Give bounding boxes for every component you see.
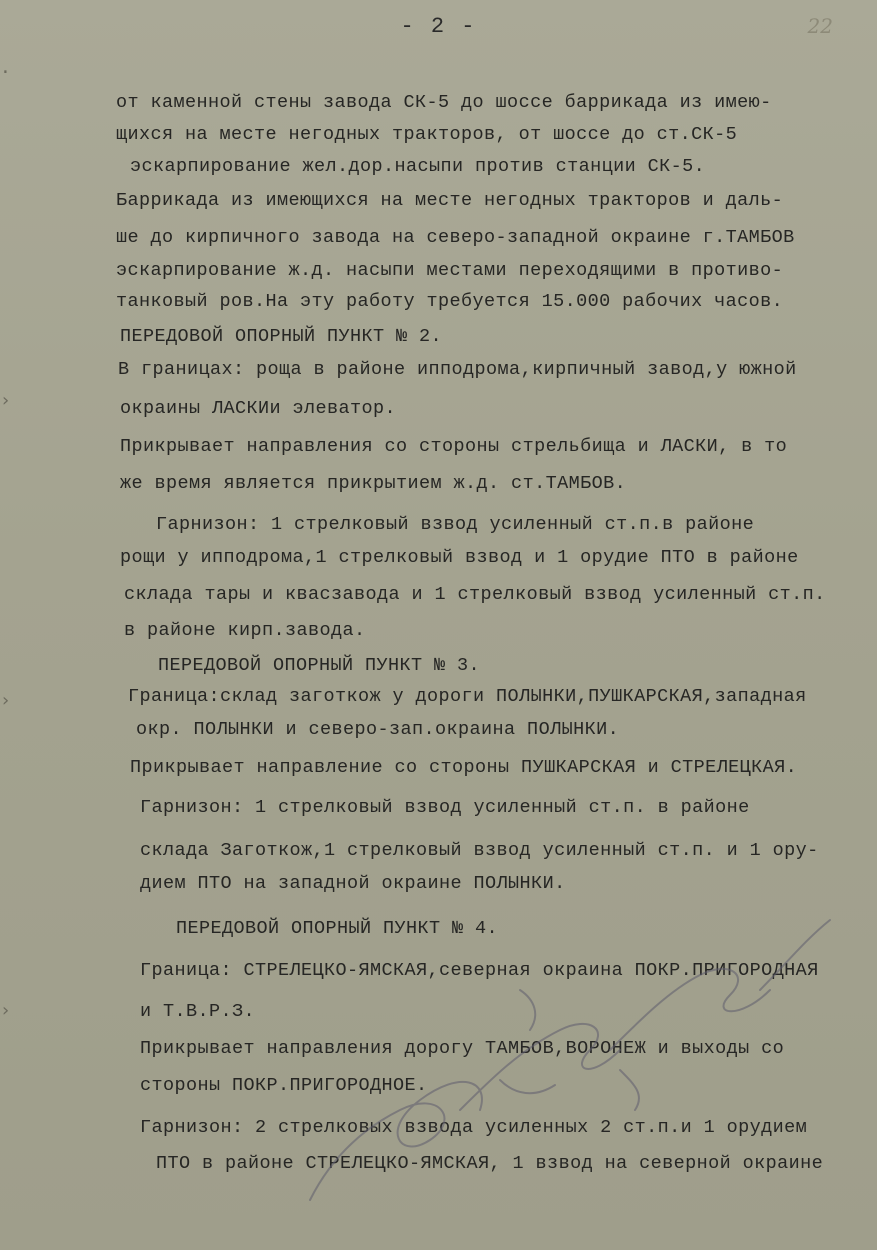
margin-mark: › bbox=[0, 1000, 11, 1021]
text-line: В границах: роща в районе ипподрома,кирпичный завод,у южной bbox=[118, 359, 797, 380]
text-line: щихся на месте негодных тракторов, от шоссе до ст.СК-5 bbox=[116, 124, 738, 145]
section-heading: ПЕРЕДОВОЙ ОПОРНЫЙ ПУНКТ № 4. bbox=[176, 918, 499, 939]
text-line: Гарнизон: 2 стрелковых взвода усиленных 2 ст.п.и 1 орудием bbox=[140, 1117, 808, 1138]
text-line: склада тары и квасзавода и 1 стрелковый взвод усиленный ст.п. bbox=[124, 584, 826, 605]
text-line: Граница: СТРЕЛЕЦКО-ЯМСКАЯ,северная окраина ПОКР.ПРИГОРОДНАЯ bbox=[140, 960, 819, 981]
text-line: эскарпирование жел.дор.насыпи против станции СК-5. bbox=[130, 156, 706, 177]
text-line: в районе кирп.завода. bbox=[124, 620, 366, 641]
section-heading: ПЕРЕДОВОЙ ОПОРНЫЙ ПУНКТ № 2. bbox=[120, 326, 443, 347]
text-line: Прикрывает направления со стороны стрельбища и ЛАСКИ, в то bbox=[120, 436, 788, 457]
text-line: танковый ров.На эту работу требуется 15.000 рабочих часов. bbox=[116, 291, 784, 312]
text-line: склада Заготкож,1 стрелковый взвод усиленный ст.п. и 1 ору- bbox=[140, 840, 819, 861]
text-line: же время является прикрытием ж.д. ст.ТАМБОВ. bbox=[120, 473, 627, 494]
text-line: Граница:склад заготкож у дороги ПОЛЫНКИ,ПУШКАРСКАЯ,западная bbox=[128, 686, 807, 707]
text-line: от каменной стены завода СК-5 до шоссе баррикада из имею- bbox=[116, 92, 772, 113]
margin-mark: › bbox=[0, 390, 11, 411]
section-heading: ПЕРЕДОВОЙ ОПОРНЫЙ ПУНКТ № 3. bbox=[158, 655, 481, 676]
text-line: Гарнизон: 1 стрелковый взвод усиленный ст.п. в районе bbox=[140, 797, 750, 818]
text-line: эскарпирование ж.д. насыпи местами переходящими в противо- bbox=[116, 260, 784, 281]
margin-mark: · bbox=[0, 62, 11, 83]
text-line: Гарнизон: 1 стрелковый взвод усиленный ст.п.в районе bbox=[156, 514, 755, 535]
text-line: ше до кирпичного завода на северо-западной окраине г.ТАМБОВ bbox=[116, 227, 795, 248]
text-line: ПТО в районе СТРЕЛЕЦКО-ЯМСКАЯ, 1 взвод на северной окраине bbox=[156, 1153, 824, 1174]
text-line: окраины ЛАСКИи элеватор. bbox=[120, 398, 397, 419]
page-number: - 2 - bbox=[400, 14, 477, 39]
margin-mark: › bbox=[0, 690, 11, 711]
archive-sheet-number: 22 bbox=[807, 14, 833, 38]
text-line: стороны ПОКР.ПРИГОРОДНОЕ. bbox=[140, 1075, 428, 1096]
text-line: Прикрывает направление со стороны ПУШКАРСКАЯ и СТРЕЛЕЦКАЯ. bbox=[130, 757, 798, 778]
text-line: и Т.В.Р.З. bbox=[140, 1001, 256, 1022]
text-line: дием ПТО на западной окраине ПОЛЫНКИ. bbox=[140, 873, 566, 894]
text-line: рощи у ипподрома,1 стрелковый взвод и 1 орудие ПТО в районе bbox=[120, 547, 799, 568]
text-line: окр. ПОЛЫНКИ и северо-зап.окраина ПОЛЫНКИ. bbox=[136, 719, 620, 740]
text-line: Баррикада из имеющихся на месте негодных тракторов и даль- bbox=[116, 190, 784, 211]
text-line: Прикрывает направления дорогу ТАМБОВ,ВОРОНЕЖ и выходы со bbox=[140, 1038, 785, 1059]
